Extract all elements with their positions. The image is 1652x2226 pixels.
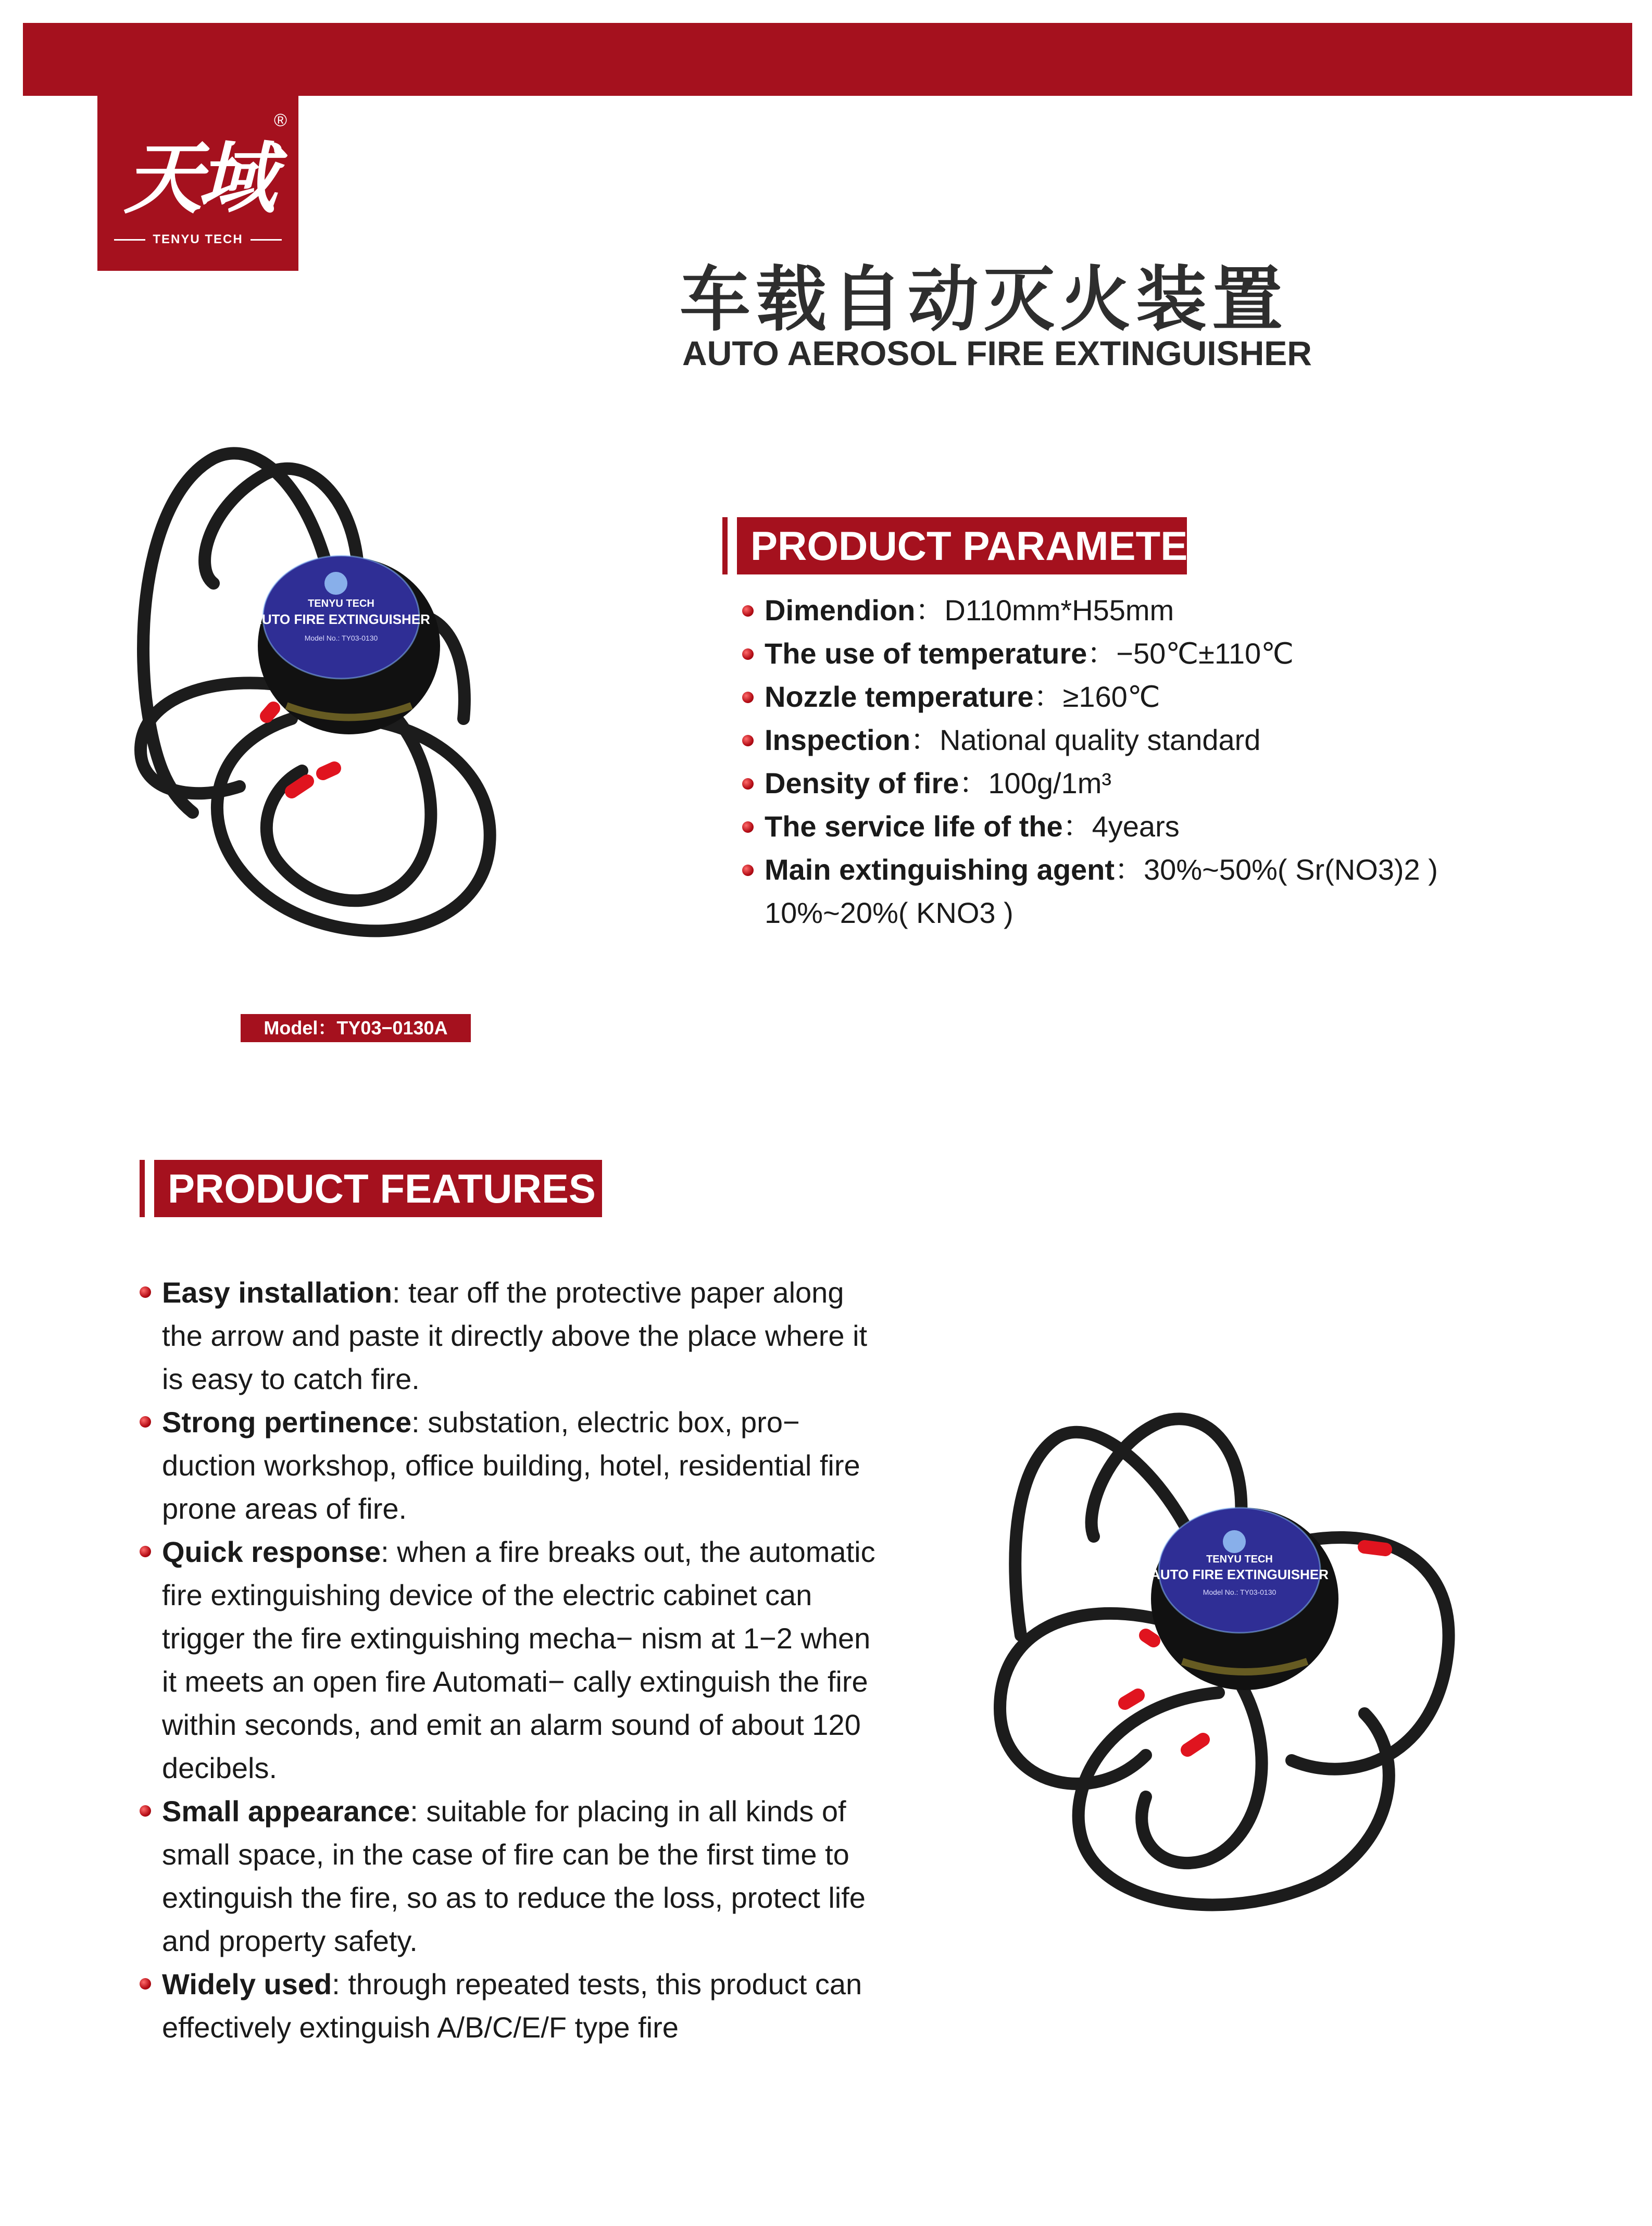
feature-strong-pertinence bbox=[140, 1400, 890, 1530]
bullet-dot-icon bbox=[140, 1546, 151, 1557]
param-dimension bbox=[742, 589, 1628, 632]
param-label: Main extinguishing agent bbox=[765, 853, 1115, 886]
feature-easy-installation bbox=[140, 1271, 890, 1400]
device-model-label: Model No.: TY03-0130 bbox=[304, 634, 378, 642]
heading-label: PRODUCT PARAMETERS bbox=[737, 517, 1187, 574]
bullet-dot-icon bbox=[742, 648, 754, 660]
feature-label: Strong pertinence bbox=[162, 1406, 412, 1439]
param-separator: ： bbox=[1115, 853, 1144, 886]
param-main-agent-continued bbox=[742, 891, 1628, 934]
param-value-continued: 10%~20%( KNO3 ) bbox=[765, 896, 1013, 929]
param-inspection bbox=[742, 718, 1628, 761]
param-service-life bbox=[742, 805, 1628, 848]
feature-label: Easy installation bbox=[162, 1276, 392, 1309]
device-brand-label: TENYU TECH bbox=[308, 598, 374, 609]
bullet-dot-icon bbox=[742, 735, 754, 746]
brand-logo bbox=[97, 95, 298, 271]
feature-text: : through repeated tests, this product can effectively extinguish A/B/C/E/F type fire bbox=[162, 1968, 862, 2044]
param-value: ≥160℃ bbox=[1062, 680, 1160, 713]
feature-widely-used bbox=[140, 1962, 890, 2049]
feature-text: : tear off the protective paper along the arrow and paste it directly above the place where it is easy to catch fire. bbox=[162, 1276, 868, 1395]
param-value: 4years bbox=[1092, 810, 1180, 843]
page-title-chinese: 车载自动灭火装置 bbox=[680, 259, 1288, 341]
bullet-dot-icon bbox=[140, 1978, 151, 1990]
model-tag: Model：TY03−0130A bbox=[241, 1014, 471, 1042]
feature-small-appearance bbox=[140, 1790, 890, 1962]
bullet-dot-icon bbox=[742, 605, 754, 617]
product-photo-bottom bbox=[990, 1391, 1469, 1932]
bullet-dot-icon bbox=[742, 692, 754, 703]
registered-mark: ® bbox=[273, 110, 287, 130]
param-use-temperature bbox=[742, 632, 1628, 675]
product-parameters-list bbox=[742, 589, 1628, 934]
feature-label: Quick response bbox=[162, 1535, 381, 1568]
feature-label: Small appearance bbox=[162, 1795, 410, 1828]
feature-text: : when a fire breaks out, the automatic fire extinguishing device of the electric cabinet can trigger the fire extinguishing mecha− nism at 1−2 when it meets an open fire Automati− cally extinguish the fire within seconds, and emit an alarm sound of about 120 decibels. bbox=[162, 1535, 875, 1784]
bullet-dot-icon bbox=[742, 778, 754, 790]
param-label: The service life of the bbox=[765, 810, 1063, 843]
param-label: Dimendion bbox=[765, 594, 916, 627]
param-label: Inspection bbox=[765, 723, 911, 756]
bullet-dot-icon bbox=[140, 1286, 151, 1298]
param-label: Nozzle temperature bbox=[765, 680, 1034, 713]
logo-english-text: TENYU TECH bbox=[97, 232, 298, 247]
feature-label: Widely used bbox=[162, 1968, 332, 2000]
param-nozzle-temperature bbox=[742, 675, 1628, 718]
param-value: −50℃±110℃ bbox=[1116, 637, 1294, 670]
top-banner-bar bbox=[23, 23, 1632, 96]
param-main-agent bbox=[742, 848, 1628, 891]
param-separator: ： bbox=[910, 723, 940, 756]
device-model-label: Model No.: TY03-0130 bbox=[1203, 1588, 1276, 1596]
param-value: 30%~50%( Sr(NO3)2 ) bbox=[1144, 853, 1438, 886]
device-name-label: AUTO FIRE EXTINGUISHER bbox=[1150, 1567, 1329, 1582]
product-features-list bbox=[140, 1271, 890, 2049]
heading-label: PRODUCT FEATURES bbox=[154, 1160, 602, 1217]
param-label: The use of temperature bbox=[765, 637, 1087, 670]
bullet-dot-icon bbox=[140, 1805, 151, 1817]
param-separator: ： bbox=[1087, 637, 1117, 670]
heading-accent-bar bbox=[140, 1160, 145, 1217]
bullet-dot-icon bbox=[742, 821, 754, 833]
feature-text: : suitable for placing in all kinds of small space, in the case of fire can be the first time to extinguish the fire, so as to reduce the loss, protect life and property safety. bbox=[162, 1795, 866, 1957]
param-separator: ： bbox=[1033, 680, 1063, 713]
param-label: Density of fire bbox=[765, 767, 959, 799]
feature-quick-response bbox=[140, 1530, 890, 1790]
bullet-dot-icon bbox=[140, 1416, 151, 1428]
param-separator: ： bbox=[915, 594, 945, 627]
param-value: National quality standard bbox=[940, 723, 1261, 756]
param-separator: ： bbox=[1062, 810, 1092, 843]
feature-text: : substation, electric box, pro− duction workshop, office building, hotel, residential fire prone areas of fire. bbox=[162, 1406, 860, 1525]
param-value: D110mm*H55mm bbox=[944, 594, 1174, 627]
device-name-label: AUTO FIRE EXTINGUISHER bbox=[252, 611, 430, 627]
page-title-english: AUTO AEROSOL FIRE EXTINGUISHER bbox=[682, 334, 1312, 372]
param-separator: ： bbox=[959, 767, 988, 799]
device-brand-label: TENYU TECH bbox=[1206, 1554, 1273, 1565]
param-value: 100g/1m³ bbox=[988, 767, 1111, 799]
product-photo-top bbox=[130, 427, 505, 979]
heading-accent-bar bbox=[722, 517, 728, 574]
param-density-of-fire bbox=[742, 761, 1628, 805]
bullet-dot-icon bbox=[742, 865, 754, 876]
logo-chinese-text: 天域 bbox=[123, 133, 272, 224]
